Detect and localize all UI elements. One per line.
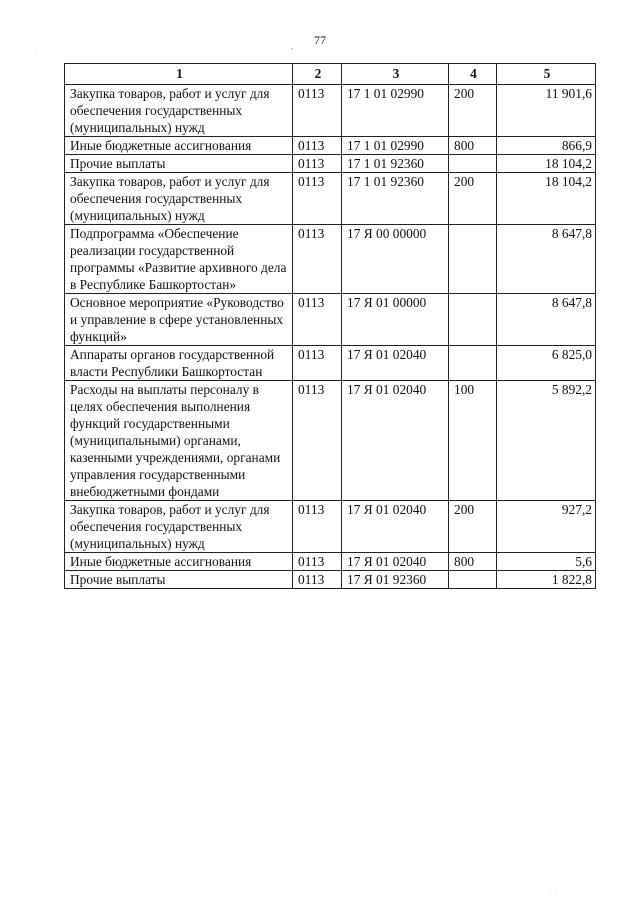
cell-name: Подпрограмма «Обеспечение реализации государственной программы «Развитие архивного дела в Республике Башкортостан»: [65, 225, 293, 294]
cell-expense-type: 200: [449, 173, 497, 225]
cell-section: 0113: [293, 294, 342, 346]
cell-target-article: 17 Я 00 00000: [342, 225, 449, 294]
cell-expense-type: 200: [449, 501, 497, 553]
table-row: [65, 501, 596, 553]
cell-amount: 8 647,8: [497, 225, 596, 294]
budget-table: [64, 63, 596, 589]
cell-amount: 5,6: [497, 553, 596, 571]
cell-section: 0113: [293, 571, 342, 589]
cell-target-article: 17 1 01 92360: [342, 173, 449, 225]
table-row: [65, 294, 596, 346]
cell-expense-type: 100: [449, 381, 497, 501]
cell-section: 0113: [293, 381, 342, 501]
page-number: 77: [314, 33, 326, 47]
cell-expense-type: 800: [449, 137, 497, 155]
cell-name: Прочие выплаты: [65, 155, 293, 173]
cell-name: Расходы на выплаты персоналу в целях обеспечения выполнения функций государственными (муниципальными) органами, казенными учреждениями, органами управления государственными внебюджетными фондами: [65, 381, 293, 501]
cell-target-article: 17 Я 01 02040: [342, 553, 449, 571]
column-header-expense-type: 4: [449, 64, 497, 85]
cell-amount: 18 104,2: [497, 155, 596, 173]
table-row: [65, 85, 596, 137]
cell-amount: 6 825,0: [497, 346, 596, 381]
cell-amount: 8 647,8: [497, 294, 596, 346]
cell-expense-type: [449, 225, 497, 294]
cell-name: Прочие выплаты: [65, 571, 293, 589]
cell-target-article: 17 Я 01 02040: [342, 346, 449, 381]
cell-expense-type: [449, 571, 497, 589]
cell-section: 0113: [293, 173, 342, 225]
cell-section: 0113: [293, 553, 342, 571]
table-header-row: [65, 64, 596, 85]
cell-expense-type: [449, 346, 497, 381]
cell-name: Иные бюджетные ассигнования: [65, 137, 293, 155]
cell-section: 0113: [293, 225, 342, 294]
cell-amount: 18 104,2: [497, 173, 596, 225]
column-header-amount: 5: [497, 64, 596, 85]
cell-name: Аппараты органов государственной власти Республики Башкортостан: [65, 346, 293, 381]
scan-mark: ,: [291, 42, 293, 51]
cell-amount: 927,2: [497, 501, 596, 553]
cell-name: Иные бюджетные ассигнования: [65, 553, 293, 571]
cell-target-article: 17 1 01 92360: [342, 155, 449, 173]
cell-expense-type: 800: [449, 553, 497, 571]
cell-target-article: 17 Я 01 02040: [342, 501, 449, 553]
cell-target-article: 17 1 01 02990: [342, 85, 449, 137]
table-row: [65, 381, 596, 501]
table-row: [65, 155, 596, 173]
cell-amount: 5 892,2: [497, 381, 596, 501]
cell-amount: 1 822,8: [497, 571, 596, 589]
cell-target-article: 17 Я 01 02040: [342, 381, 449, 501]
cell-section: 0113: [293, 155, 342, 173]
cell-target-article: 17 Я 01 00000: [342, 294, 449, 346]
cell-expense-type: [449, 155, 497, 173]
table-row: [65, 137, 596, 155]
cell-name: Закупка товаров, работ и услуг для обеспечения государственных (муниципальных) нужд: [65, 173, 293, 225]
cell-name: Основное мероприятие «Руководство и управление в сфере установленных функций»: [65, 294, 293, 346]
cell-name: Закупка товаров, работ и услуг для обеспечения государственных (муниципальных) нужд: [65, 85, 293, 137]
table-row: [65, 346, 596, 381]
column-header-name: 1: [65, 64, 293, 85]
cell-expense-type: [449, 294, 497, 346]
table-row: [65, 225, 596, 294]
cell-expense-type: 200: [449, 85, 497, 137]
table-row: [65, 553, 596, 571]
column-header-target-article: 3: [342, 64, 449, 85]
cell-section: 0113: [293, 346, 342, 381]
cell-amount: 866,9: [497, 137, 596, 155]
table-row: [65, 571, 596, 589]
cell-section: 0113: [293, 501, 342, 553]
cell-target-article: 17 1 01 02990: [342, 137, 449, 155]
column-header-section: 2: [293, 64, 342, 85]
cell-name: Закупка товаров, работ и услуг для обеспечения государственных (муниципальных) нужд: [65, 501, 293, 553]
cell-section: 0113: [293, 137, 342, 155]
cell-section: 0113: [293, 85, 342, 137]
cell-amount: 11 901,6: [497, 85, 596, 137]
table-row: [65, 173, 596, 225]
cell-target-article: 17 Я 01 92360: [342, 571, 449, 589]
scan-mark: · :: [550, 888, 557, 896]
scan-mark: .: [35, 46, 37, 54]
